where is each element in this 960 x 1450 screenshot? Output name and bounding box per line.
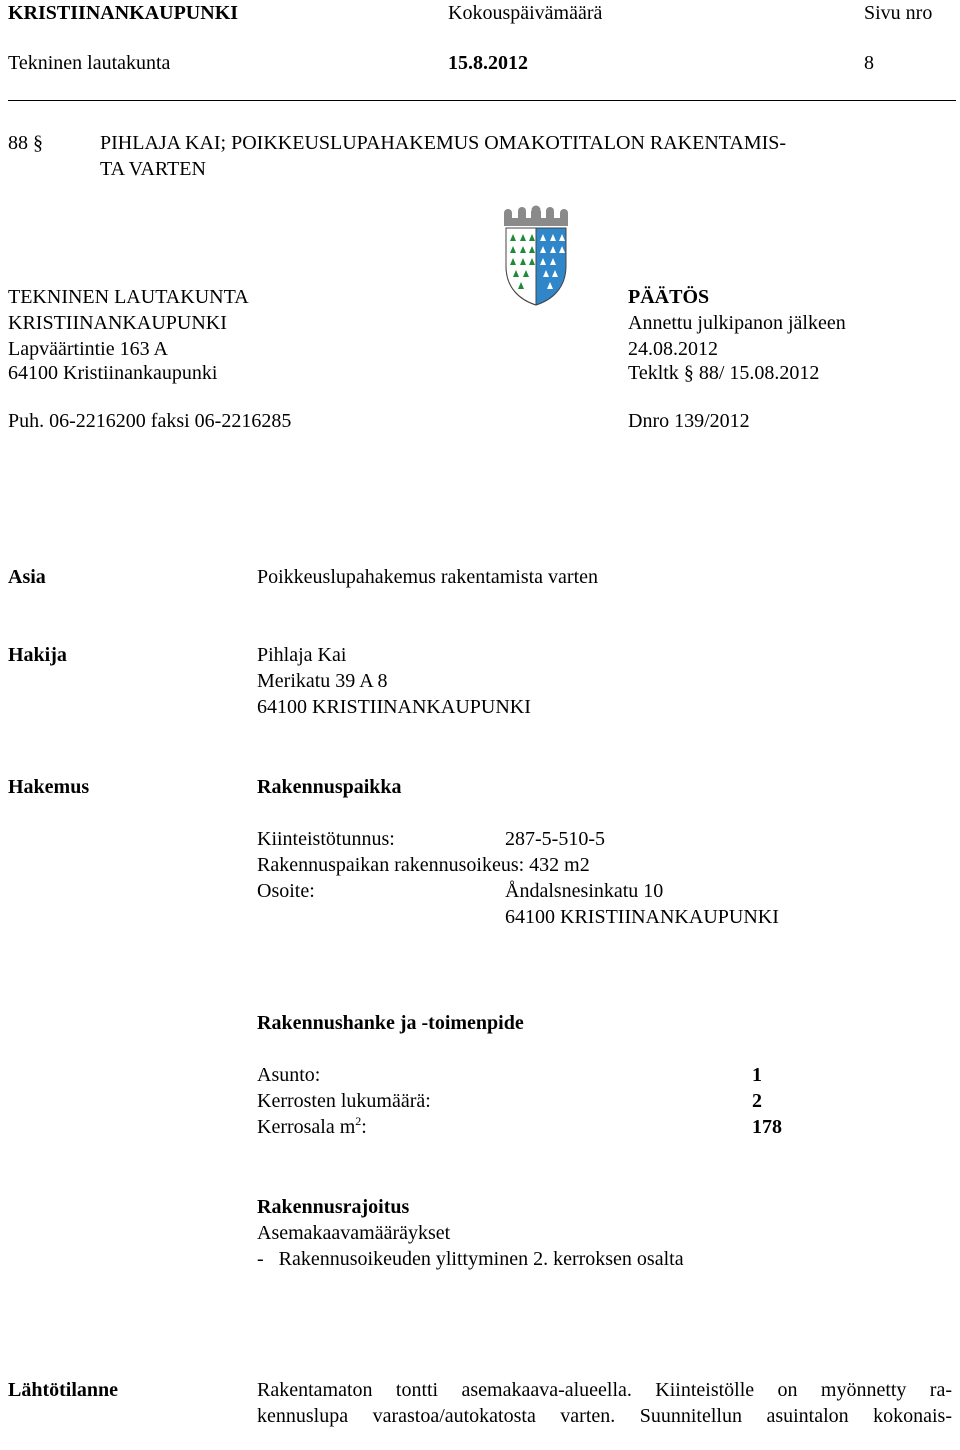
- decision-date: 24.08.2012: [628, 338, 718, 360]
- decision-dnro: Dnro 139/2012: [628, 410, 750, 432]
- header-date-label: Kokouspäivämäärä: [448, 2, 603, 24]
- paragraph-sign-icon: §: [33, 132, 43, 154]
- lahtotilanne-line2: kennuslupa varastoa/autokatosta varten. Suunnitellun asuintalon kokonais-: [257, 1405, 952, 1427]
- kerrosala-value: 178: [752, 1116, 782, 1138]
- osoite-city: 64100 KRISTIINANKAUPUNKI: [505, 906, 779, 928]
- osoite-street: Åndalsnesinkatu 10: [505, 880, 664, 902]
- asia-label: Asia: [8, 566, 46, 588]
- asunto-value: 1: [752, 1064, 762, 1086]
- kiinteistotunnus-label: Kiinteistötunnus:: [257, 828, 395, 850]
- section-title-line1: PIHLAJA KAI; POIKKEUSLUPAHAKEMUS OMAKOTITALON RAKENTAMIS-: [100, 132, 787, 154]
- rajoitus-sub: Asemakaavamääräykset: [257, 1222, 451, 1244]
- header-page-number: 8: [864, 52, 874, 74]
- hakija-street: Merikatu 39 A 8: [257, 670, 388, 692]
- hakija-city: 64100 KRISTIINANKAUPUNKI: [257, 696, 531, 718]
- header-page-label: Sivu nro: [864, 2, 933, 24]
- hanke-heading: Rakennushanke ja -toimenpide: [257, 1012, 524, 1034]
- header-board: Tekninen lautakunta: [8, 52, 171, 74]
- lahtotilanne-label: Lähtötilanne: [8, 1379, 119, 1401]
- asunto-label: Asunto:: [257, 1064, 321, 1086]
- sender-street: Lapväärtintie 163 A: [8, 338, 168, 360]
- kiinteistotunnus-value: 287-5-510-5: [505, 828, 605, 850]
- lahtotilanne-line1: Rakentamaton tontti asemakaava-alueella. Kiinteistölle on myönnetty ra-: [257, 1379, 952, 1401]
- rajoitus-heading: Rakennusrajoitus: [257, 1196, 410, 1218]
- paragraph-sign-icon: §: [683, 362, 694, 384]
- kerrokset-value: 2: [752, 1090, 762, 1112]
- rakennuspaikka-heading: Rakennuspaikka: [257, 776, 402, 798]
- asia-value: Poikkeuslupahakemus rakentamista varten: [257, 566, 599, 588]
- kerrokset-label: Kerrosten lukumäärä:: [257, 1090, 431, 1112]
- hakija-label: Hakija: [8, 644, 67, 666]
- decision-title: PÄÄTÖS: [628, 286, 710, 308]
- osoite-label: Osoite:: [257, 880, 315, 902]
- rajoitus-item: - Rakennusoikeuden ylittyminen 2. kerroksen osalta: [257, 1248, 684, 1270]
- rakennusoikeus-text: Rakennuspaikan rakennusoikeus: 432 m2: [257, 854, 590, 876]
- sender-phone: Puh. 06-2216200 faksi 06-2216285: [8, 410, 292, 432]
- hakemus-label: Hakemus: [8, 776, 90, 798]
- section-number: 88 §: [8, 132, 43, 154]
- coat-of-arms-icon: [502, 204, 570, 308]
- decision-given: Annettu julkipanon jälkeen: [628, 312, 846, 334]
- sender-name: TEKNINEN LAUTAKUNTA: [8, 286, 249, 308]
- header-date: 15.8.2012: [448, 52, 528, 74]
- sender-postal: 64100 Kristiinankaupunki: [8, 362, 218, 384]
- header-divider: [8, 100, 956, 101]
- header-org: KRISTIINANKAUPUNKI: [8, 2, 239, 24]
- sender-city: KRISTIINANKAUPUNKI: [8, 312, 227, 334]
- section-title-line2: TA VARTEN: [100, 158, 206, 180]
- decision-reference: Tekltk § 88/ 15.08.2012: [628, 362, 820, 384]
- hakija-name: Pihlaja Kai: [257, 644, 347, 666]
- kerrosala-label: Kerrosala $m^2$:: [257, 1114, 367, 1138]
